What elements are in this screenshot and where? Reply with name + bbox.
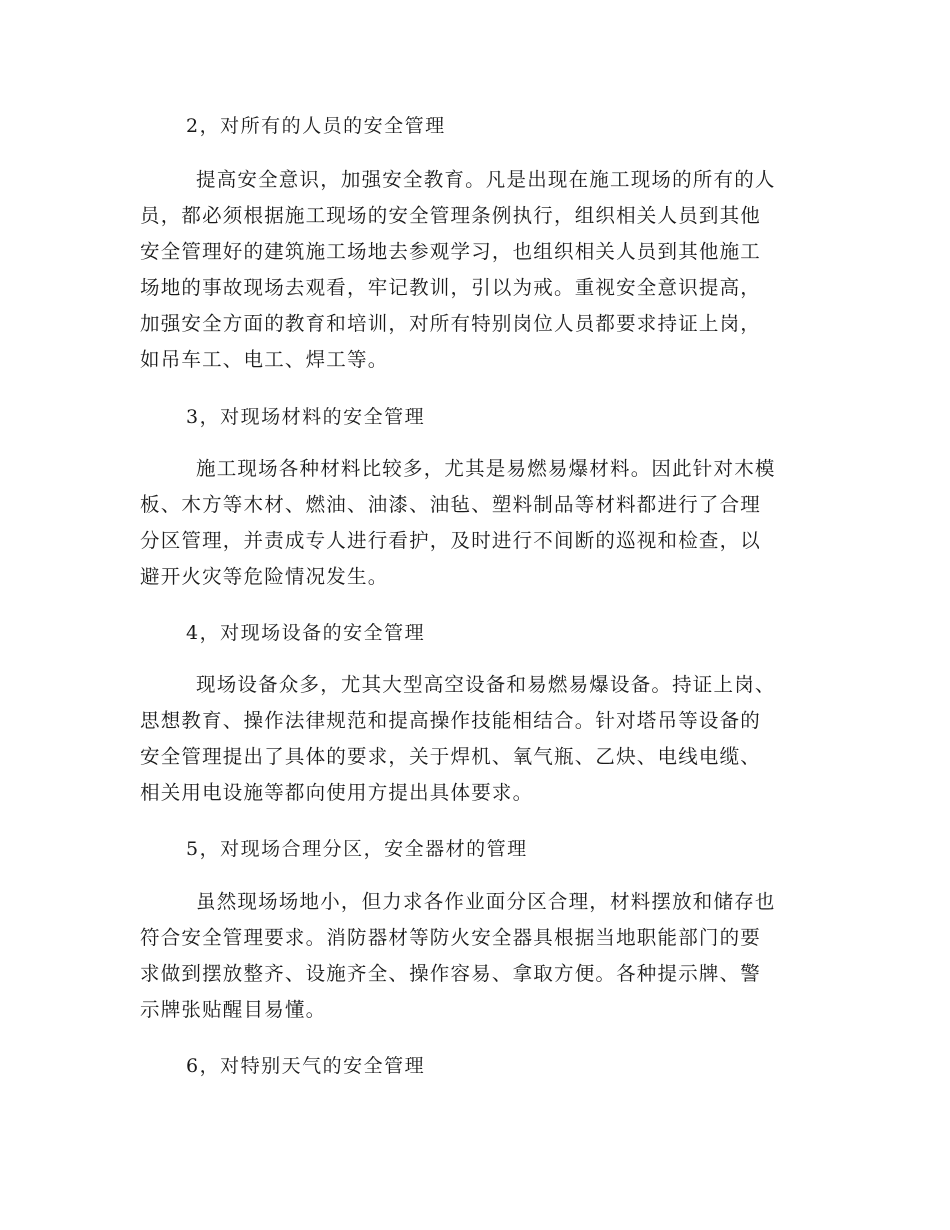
paragraph-line: 加强安全方面的教育和培训，对所有特别岗位人员都要求持证上岗， (140, 312, 762, 335)
paragraph-line: 示牌张贴醒目易懂。 (140, 998, 327, 1021)
paragraph-line: 安全管理好的建筑施工场地去参观学习，也组织相关人员到其他施工 (140, 240, 762, 263)
paragraph-line: 避开火灾等危险情况发生。 (140, 565, 389, 588)
paragraph-line: 安全管理提出了具体的要求，关于焊机、氧气瓶、乙炔、电线电缆、 (140, 745, 762, 768)
paragraph-line: 施工现场各种材料比较多，尤其是易燃易爆材料。因此针对木模 (196, 457, 776, 480)
paragraph-line: 符合安全管理要求。消防器材等防火安全器具根据当地职能部门的要 (140, 926, 762, 949)
paragraph-line: 分区管理，并责成专人进行看护，及时进行不间断的巡视和检查，以 (140, 529, 762, 552)
section-paragraph-3 (140, 451, 820, 595)
section-paragraph-4 (140, 667, 820, 811)
paragraph-line: 求做到摆放整齐、设施齐全、操作容易、拿取方便。各种提示牌、警 (140, 962, 762, 985)
paragraph-line: 如吊车工、电工、焊工等。 (140, 348, 389, 371)
paragraph-line: 思想教育、操作法律规范和提高操作技能相结合。针对塔吊等设备的 (140, 709, 762, 732)
section-heading-6: 6，对特别天气的安全管理 (186, 1055, 426, 1077)
paragraph-line: 场地的事故现场去观看，牢记教训，引以为戒。重视安全意识提高， (140, 276, 762, 299)
section-heading-4: 4，对现场设备的安全管理 (186, 622, 426, 644)
paragraph-line: 板、木方等木材、燃油、油漆、油毡、塑料制品等材料都进行了合理 (140, 493, 762, 516)
section-paragraph-5 (140, 884, 820, 1028)
paragraph-line: 员，都必须根据施工现场的安全管理条例执行，组织相关人员到其他 (140, 204, 762, 227)
paragraph-line: 提高安全意识，加强安全教育。凡是出现在施工现场的所有的人 (196, 168, 776, 191)
section-paragraph-2 (140, 162, 820, 378)
paragraph-line: 相关用电设施等都向使用方提出具体要求。 (140, 781, 534, 804)
paragraph-line: 虽然现场场地小，但力求各作业面分区合理，材料摆放和储存也 (196, 890, 776, 913)
section-heading-3: 3，对现场材料的安全管理 (186, 406, 426, 428)
section-heading-5: 5，对现场合理分区，安全器材的管理 (186, 838, 528, 860)
section-heading-2: 2，对所有的人员的安全管理 (186, 115, 446, 137)
paragraph-line: 现场设备众多，尤其大型高空设备和易燃易爆设备。持证上岗、 (196, 673, 776, 696)
